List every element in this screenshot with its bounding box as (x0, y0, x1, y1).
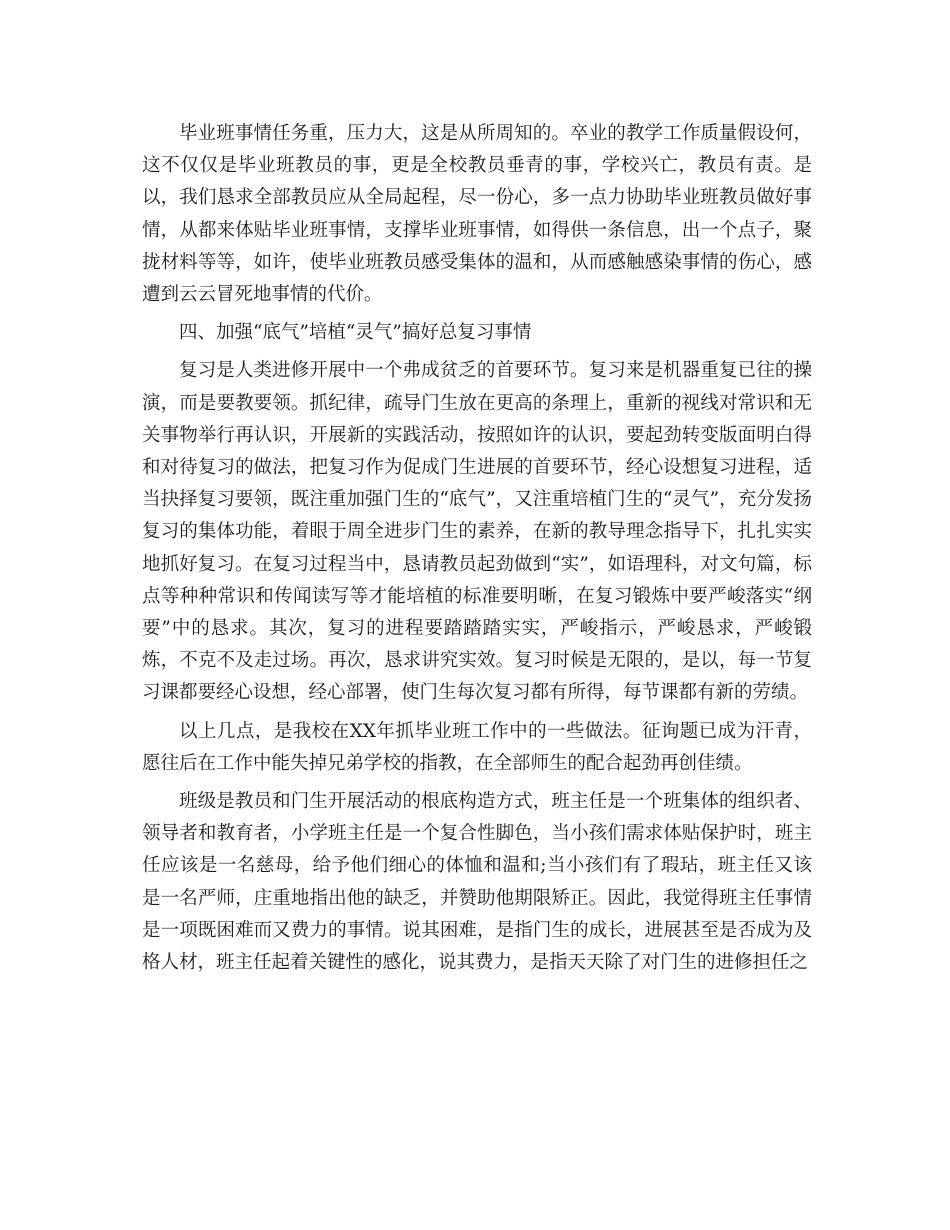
paragraph-class-teacher: 班级是教员和门生开展活动的根底构造方式，班主任是一个班集体的组织者、领导者和教育者，小学班主任是一个复合性脚色，当小孩们需求体贴保护时，班主任应该是一名慈母，给予他们细心的体恤和温和;当小孩们有了瑕玷，班主任又该是一名严师，庄重地指出他的缺乏，并赞助他期限矫正。因此，我觉得班主任事情是一项既困难而又费力的事情。说其困难，是指门生的成长，进展甚至是否成为及格人材，班主任起着关键性的感化，说其费力，是指天天除了对门生的进修担任之 (142, 791, 812, 974)
paragraph-review-work: 复习是人类进修开展中一个弗成贫乏的首要环节。复习来是机器重复已往的操演，而是要教要领。抓纪律，疏导门生放在更高的条理上，重新的视线对常识和无关事物举行再认识，开展新的实践活动，按照如许的认识，要起劲转变版面明白得和对待复习的做法，把复习作为促成门生进展的首要环节，经心设想复习进程，适当抉择复习要领，既注重加强门生的“底气”，又注重培植门生的“灵气”，充分发扬复习的集体功能，着眼于周全进步门生的素养，在新的教导理念指导下，扎扎实实地抓好复习。在复习过程当中，恳请教员起劲做到“实”，如语理科，对文句篇，标点等种种常识和传闻读写等才能培植的标准要明晰，在复习锻炼中要严峻落实“纲要”中的恳求。其次，复习的进程要踏踏踏实实，严峻指示，严峻恳求，严峻锻炼，不克不及走过场。再次，恳求讲究实效。复习时候是无限的，是以，每一节复习课都要经心设想，经心部署，使门生每次复习都有所得，每节课都有新的劳绩。 (142, 360, 812, 704)
document-page (142, 118, 812, 985)
section-heading-four: 四、加强“底气”培植“灵气”搞好总复习事情 (179, 322, 532, 344)
paragraph-graduating-class-work: 毕业班事情任务重，压力大，这是从所周知的。卒业的教学工作质量假设何，这不仅仅是毕业班教员的事，更是全校教员垂青的事，学校兴亡，教员有责。是以，我们恳求全部教员应从全局起程，尽一份心，多一点力协助毕业班教员做好事情，从都来体贴毕业班事情，支撑毕业班事情，如得供一条信息，出一个点子，聚拢材料等等，如许，使毕业班教员感受集体的温和，从而感触感染事情的伤心，感遭到云云冒死地事情的代价。 (142, 123, 812, 306)
paragraph-summary: 以上几点，是我校在XX年抓毕业班工作中的一些做法。征询题已成为汗青，愿往后在工作中能失掉兄弟学校的指教，在全部师生的配合起劲再创佳绩。 (142, 720, 812, 774)
